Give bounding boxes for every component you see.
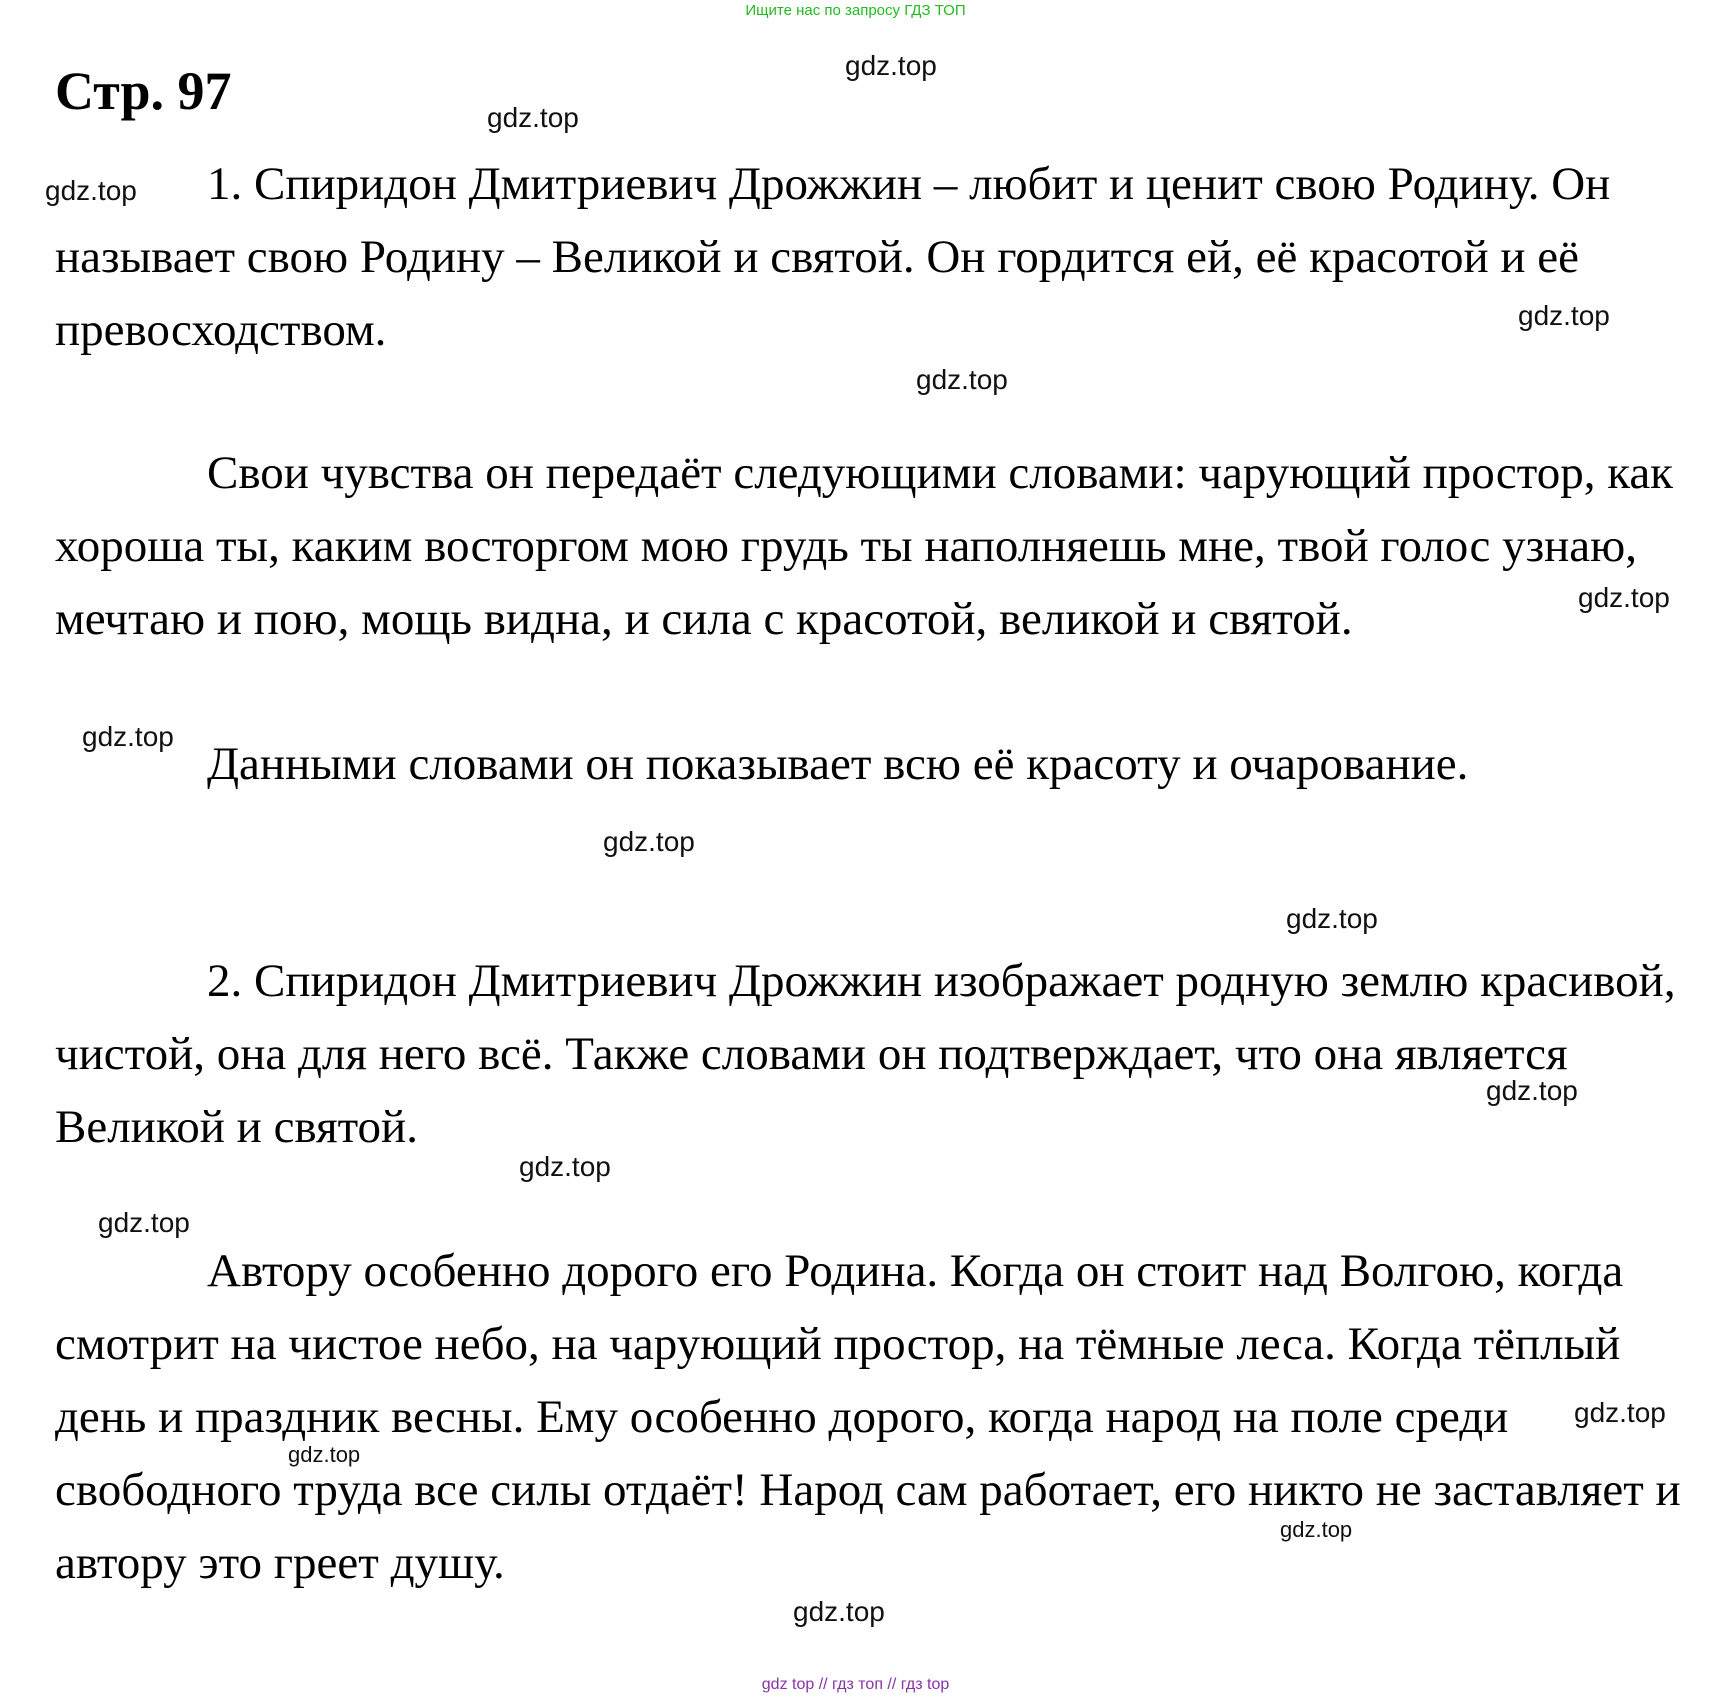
watermark: gdz.top <box>1574 1397 1666 1428</box>
watermark: gdz.top <box>1286 903 1378 934</box>
search-hint-link[interactable]: Ищите нас по запросу ГДЗ ТОП <box>745 2 966 19</box>
watermark: gdz.top <box>45 175 137 206</box>
watermark: gdz.top <box>603 826 695 857</box>
watermark: gdz.top <box>98 1207 190 1238</box>
watermark: gdz.top <box>845 50 937 81</box>
answer-paragraph-1: 1. Спиридон Дмитриевич Дрожжин – любит и ценит свою Родину. Он называет свою Родину – Великой и святой. Он гордится ей, её красотой и её превосходством. <box>55 158 1611 356</box>
watermark: gdz.top <box>82 721 174 752</box>
answer-paragraph-4: 2. Спиридон Дмитриевич Дрожжин изображает родную землю красивой, чистой, она для него всё. Также словами он подтверждает, что она является Великой и святой. <box>55 955 1676 1153</box>
answer-paragraph-5: Автору особенно дорого его Родина. Когда он стоит над Волгою, когда смотрит на чистое небо, на чарующий простор, на тёмные леса. Когда тёплый день и праздник весны. Ему особенно дорого, когда народ на поле среди свободного труда все силы отдаёт! Народ сам работает, его никто не заставляет и автору это греет душу. <box>55 1245 1681 1589</box>
watermark: gdz.top <box>288 1442 361 1467</box>
watermark: gdz.top <box>1518 300 1610 331</box>
watermark: gdz.top <box>916 364 1008 395</box>
watermark: gdz.top <box>487 102 579 133</box>
answer-paragraph-3: Данными словами он показывает всю её красоту и очарование. <box>207 738 1469 790</box>
page-title: Стр. 97 <box>55 61 232 121</box>
watermark: gdz.top <box>793 1596 885 1627</box>
watermark: gdz.top <box>1578 582 1670 613</box>
watermark: gdz.top <box>519 1151 611 1182</box>
answer-paragraph-2: Свои чувства он передаёт следующими словами: чарующий простор, как хороша ты, каким восторгом мою грудь ты наполняешь мне, твой голос узнаю, мечтаю и пою, мощь видна, и сила с красотой, великой и святой. <box>55 447 1674 645</box>
footer-watermark: gdz top // гдз топ // гдз top <box>761 1676 950 1693</box>
watermark: gdz.top <box>1486 1075 1578 1106</box>
watermark: gdz.top <box>1280 1517 1353 1542</box>
